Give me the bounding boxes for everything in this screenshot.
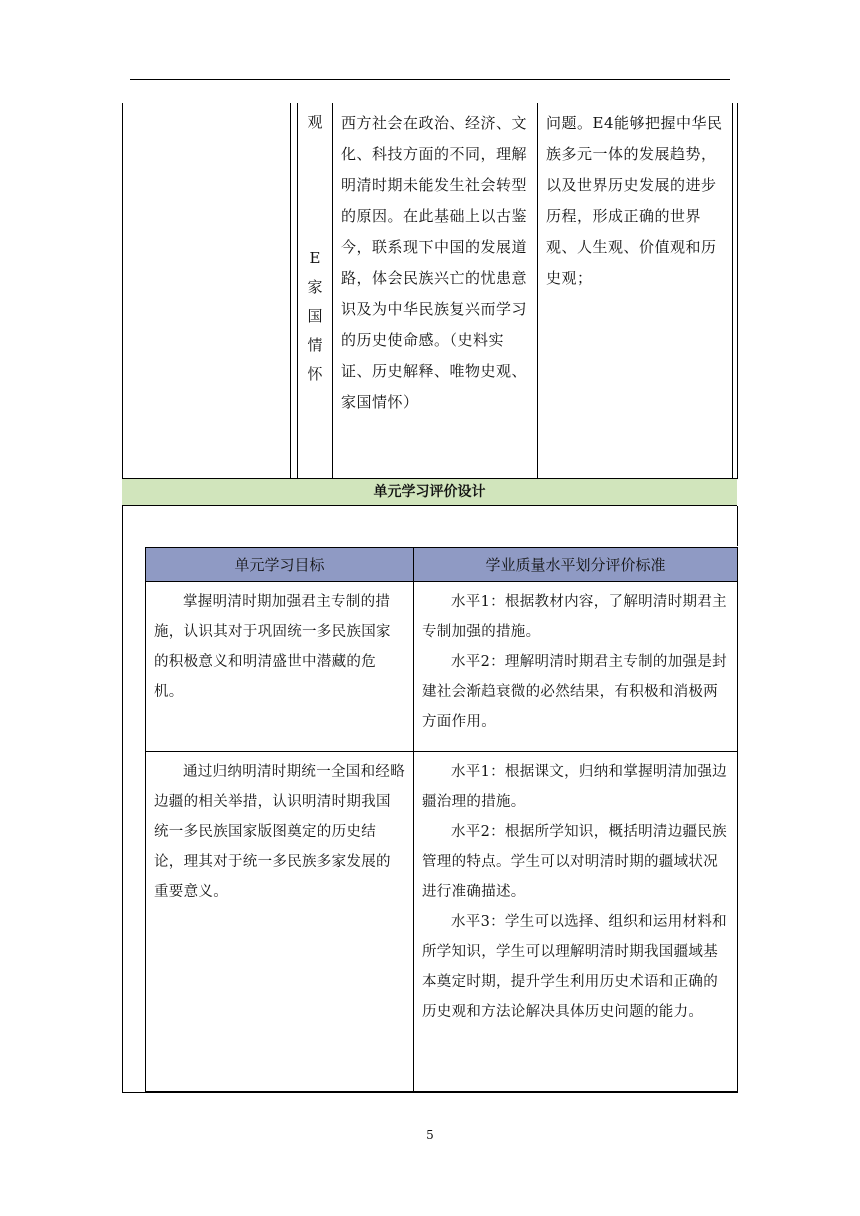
table-border [332, 103, 333, 479]
frame-left [122, 506, 123, 1093]
table-border-right [737, 103, 738, 479]
table-border [732, 103, 733, 479]
header-rule [130, 79, 730, 80]
table-border [297, 103, 298, 479]
char-column-top: 观 [307, 113, 323, 131]
standard-description-text: 问题。E4能够把握中华民族多元一体的发展趋势，以及世界历史发展的进步历程，形成正确的世界观、人生观、价值观和历史观； [546, 114, 723, 287]
frame-right [737, 506, 738, 546]
table-border [537, 103, 538, 479]
page-number: 5 [426, 1128, 434, 1142]
table-row [146, 582, 738, 752]
table-border-left [122, 103, 123, 479]
standard-cell: 水平1：根据教材内容，了解明清时期君主专制加强的措施。 水平2：理解明清时期君主专制的加强是封建社会渐趋衰微的必然结果，有积极和消极两方面作用。 [414, 582, 738, 752]
goal-cell: 通过归纳明清时期统一全国和经略边疆的相关举措，认识明清时期我国统一多民族国家版图奠定的历史结论，理其对于统一多民族多家发展的重要意义。 [146, 752, 414, 1092]
standard-cell: 水平1：根据课文，归纳和掌握明清加强边疆治理的措施。 水平2：根据所学知识，概括明清边疆民族管理的特点。学生可以对明清时期的疆域状况进行准确描述。 水平3：学生可以选择、组织和运用材料和所学知识，学生可以理解明清时期我国疆域基本奠定时期，提升学生利用历史术语和正确的历史观和方法论解决具体历史问题的能力。 [414, 752, 738, 1092]
table-border [290, 103, 291, 479]
evaluation-table [145, 547, 738, 1092]
goal-description-text: 西方社会在政治、经济、文化、科技方面的不同，理解明清时期未能发生社会转型的原因。在此基础上以古鉴今，联系现下中国的发展道路，体会民族兴亡的忧患意识及为中华民族复兴而学习的历史使命感。（史料实证、历史解释、唯物史观、家国情怀） [341, 114, 528, 411]
section-title: 单元学习评价设计 [122, 478, 737, 506]
char-column-label: E 家 国 情 怀 [307, 249, 323, 383]
frame-bottom [122, 1092, 738, 1093]
table-header-row [146, 548, 738, 582]
table-row [146, 752, 738, 1092]
goal-cell: 掌握明清时期加强君主专制的措施，认识其对于巩固统一多民族国家的积极意义和明清盛世中潜藏的危机。 [146, 582, 414, 752]
header-standard: 学业质量水平划分评价标准 [414, 548, 738, 582]
header-goal: 单元学习目标 [146, 548, 414, 582]
